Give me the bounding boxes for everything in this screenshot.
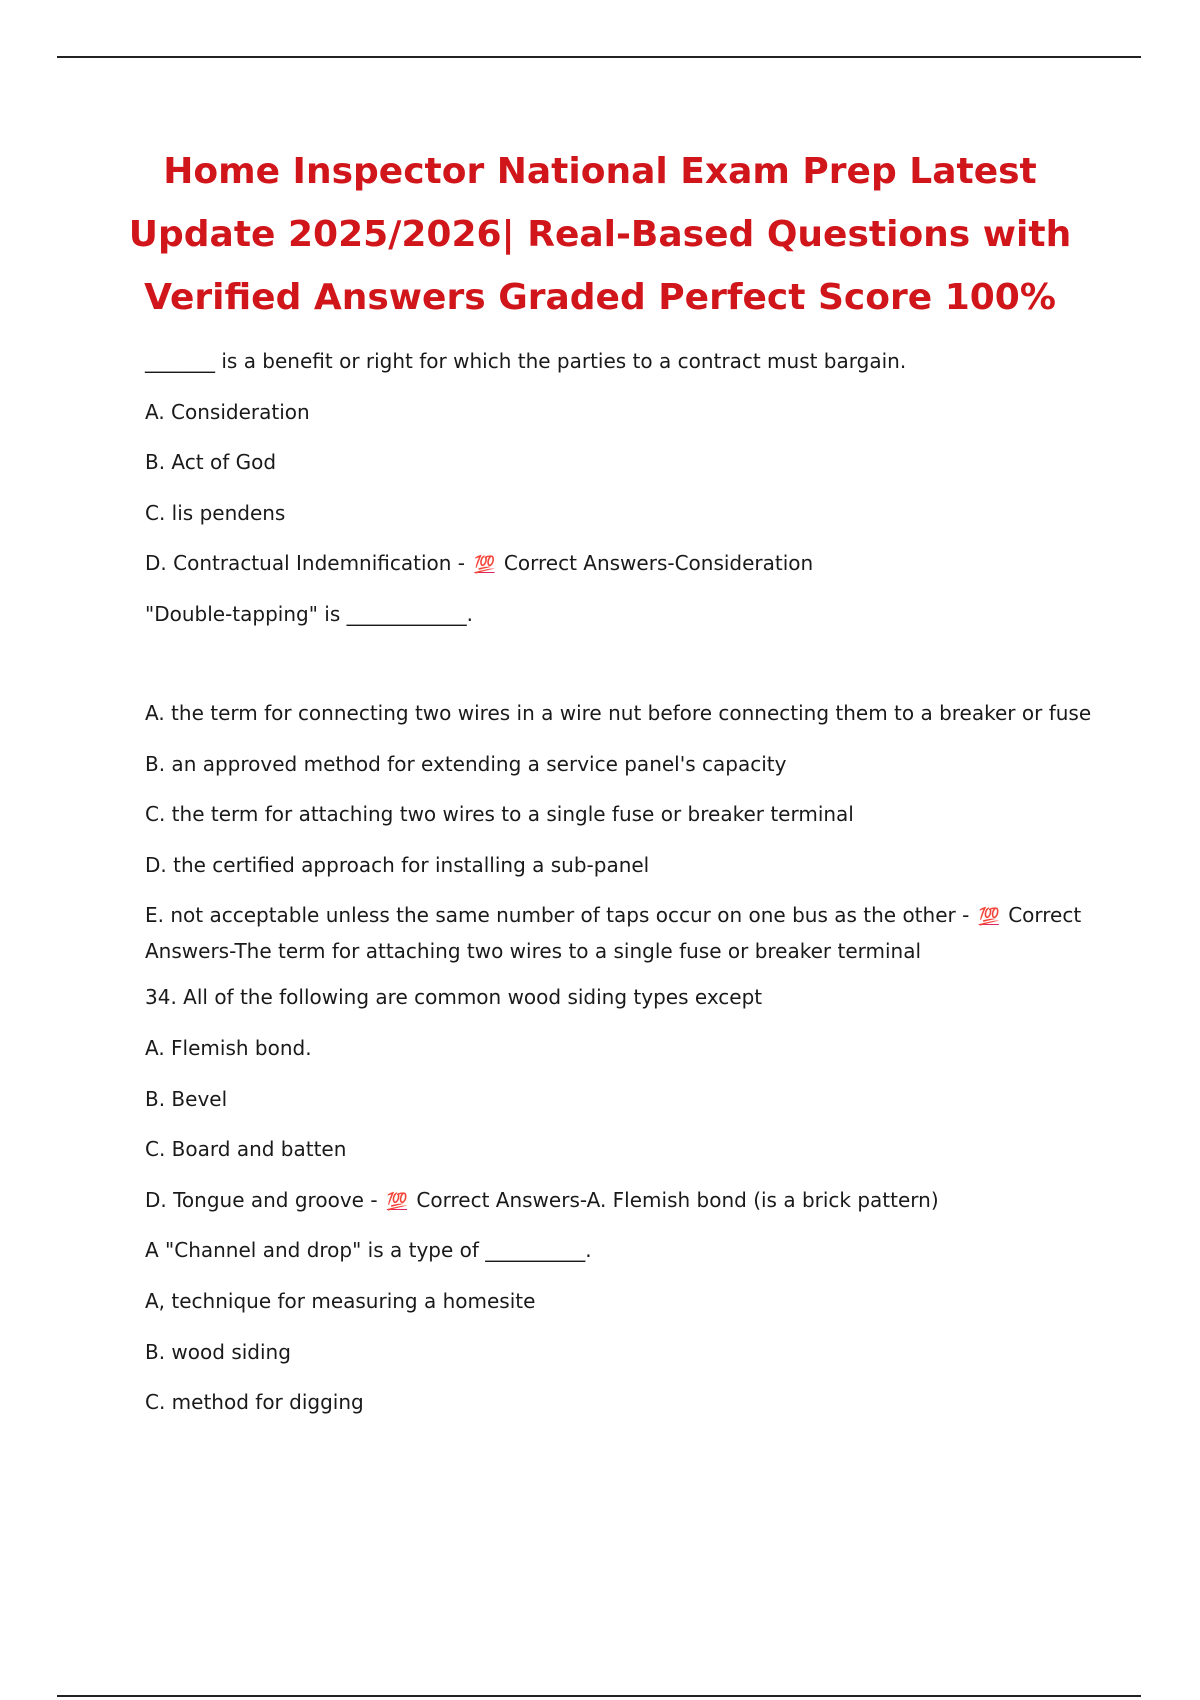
q3-question: 34. All of the following are common wood siding types except [145, 985, 763, 1010]
q3-option-b: B. Bevel [145, 1086, 228, 1111]
q3-option-d-with-answer [145, 1187, 1085, 1213]
top-rule [57, 56, 1141, 58]
q2-option-b: B. an approved method for extending a service panel's capacity [145, 751, 787, 776]
question-list [145, 348, 1092, 1440]
q3-answer: Correct Answers-A. Flemish bond (is a brick pattern) [416, 1187, 939, 1212]
q4-option-b: B. wood siding [145, 1339, 291, 1364]
q1-answer: Correct Answers-Consideration [503, 551, 814, 576]
q4-option-c: C. method for digging [145, 1390, 364, 1415]
q2-answer: Correct Answers-The term for attaching two wires to a single fuse or breaker terminal [145, 903, 1082, 964]
q2-option-c: C. the term for attaching two wires to a single fuse or breaker terminal [145, 802, 854, 827]
q1-question: _______ is a benefit or right for which the parties to a contract must bargain. [145, 349, 907, 373]
hundred-points-icon: 💯 [386, 1191, 408, 1212]
q3-option-a: A. Flemish bond. [145, 1035, 312, 1060]
bottom-rule [57, 1695, 1141, 1697]
q1-option-b: B. Act of God [145, 450, 277, 475]
q2-question: "Double-tapping" is ____________. [145, 601, 473, 626]
q2-option-d: D. the certified approach for installing a sub-panel [145, 852, 650, 877]
q1-option-d-with-answer [145, 550, 1085, 576]
q3-option-c: C. Board and batten [145, 1137, 347, 1162]
q2-option-a: A. the term for connecting two wires in a wire nut before connecting them to a breaker or fuse [145, 700, 1092, 725]
hundred-points-icon: 💯 [474, 555, 495, 576]
hundred-points-icon: 💯 [978, 907, 999, 928]
q1-option-c: C. lis pendens [145, 500, 286, 525]
q2-option-e-with-answer [145, 898, 1085, 968]
q4-question: A "Channel and drop" is a type of __________. [145, 1238, 592, 1263]
q3-option-d: D. Tongue and groove - [145, 1187, 378, 1212]
q1-option-d: D. Contractual Indemnification - [145, 551, 466, 576]
q1-option-a: A. Consideration [145, 399, 310, 424]
q2-option-e: E. not acceptable unless the same number of taps occur on one bus as the other - [145, 903, 970, 928]
q4-option-a: A, technique for measuring a homesite [145, 1288, 536, 1313]
document-title: Home Inspector National Exam Prep Latest Update 2025/2026| Real-Based Questions with Verified Answers Graded Perfect Score 100% [128, 151, 1072, 318]
